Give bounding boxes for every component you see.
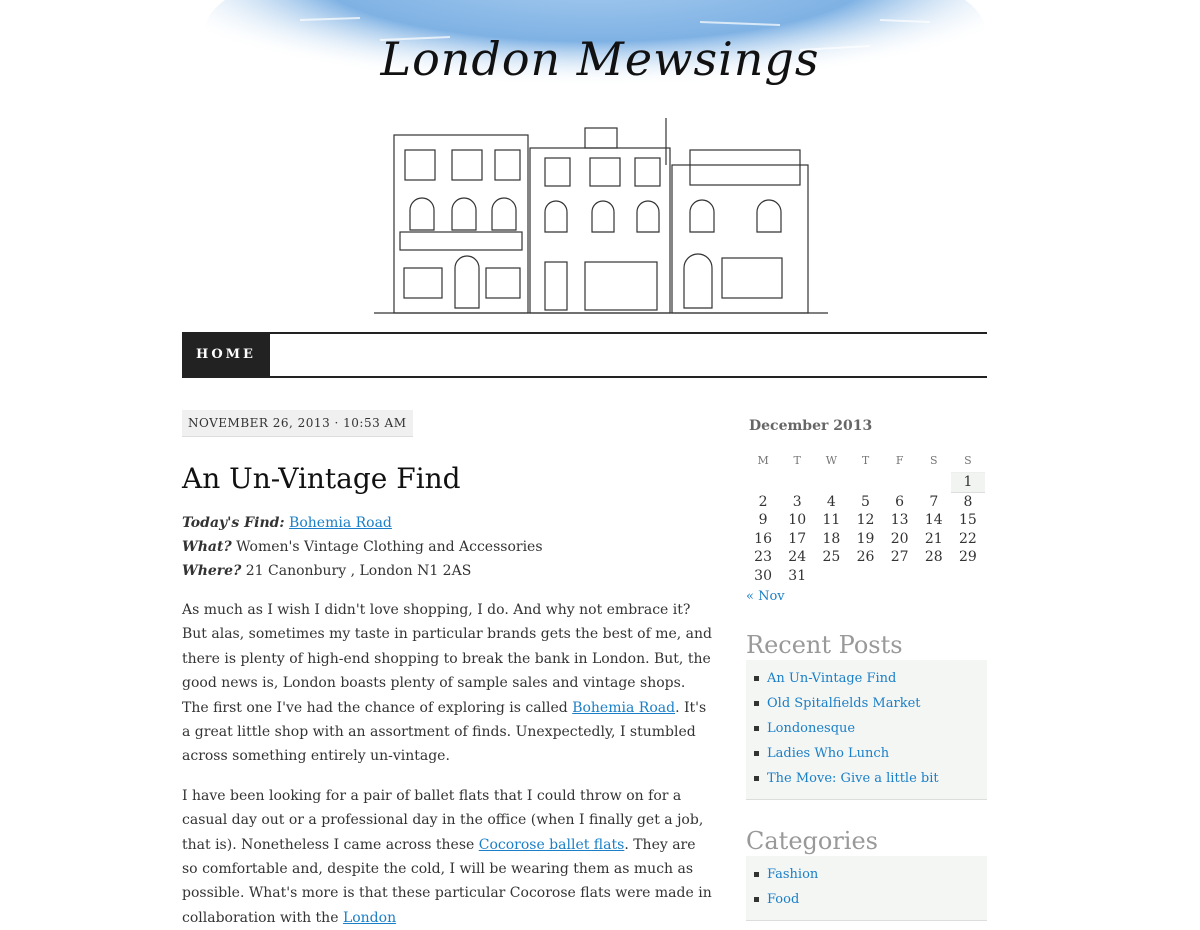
calendar-day: 2 xyxy=(758,493,768,510)
main-navigation xyxy=(182,332,987,378)
meta-where-label: Where? xyxy=(182,563,242,579)
calendar-empty-cell xyxy=(917,567,951,586)
calendar-day: 16 xyxy=(754,530,772,547)
calendar-day: 24 xyxy=(788,549,807,566)
calendar-day: 25 xyxy=(822,549,841,566)
calendar-week xyxy=(746,492,985,511)
p1-text-a: As much as I wish I didn't love shopping, I do. And why not embrace it? But alas, sometimes my taste in particular brands gets the best of me, and there is plenty of high-end shopping to break the bank in London. But, the good news is, London boasts plenty of sample sales and vintage shops. The first one I've had the chance of exploring is called xyxy=(182,602,712,716)
category-link[interactable]: Fashion xyxy=(752,862,987,887)
calendar-empty-cell xyxy=(848,567,882,586)
post-paragraph-2 xyxy=(182,784,712,930)
calendar-prev-link[interactable]: « Nov xyxy=(746,589,785,604)
calendar-day: 15 xyxy=(959,512,977,529)
recent-posts-list xyxy=(746,666,987,791)
calendar-week xyxy=(746,511,985,530)
calendar-day: 13 xyxy=(890,512,909,529)
calendar-day: 30 xyxy=(754,567,772,584)
recent-post-link[interactable]: Londonesque xyxy=(752,716,987,741)
calendar-day: 12 xyxy=(856,512,875,529)
calendar-day: 28 xyxy=(924,549,943,566)
calendar-days xyxy=(746,473,985,586)
recent-post-link[interactable]: The Move: Give a little bit xyxy=(752,766,987,791)
meta-find-label: Today's Find: xyxy=(182,515,285,531)
recent-post-link[interactable]: An Un-Vintage Find xyxy=(752,666,987,691)
calendar-day: 11 xyxy=(822,512,841,529)
recent-posts-widget xyxy=(746,660,987,800)
calendar-day: 9 xyxy=(758,512,768,529)
calendar-day: 19 xyxy=(856,530,875,547)
p1-text-b: . It's a great little shop with an assortment of finds. Unexpectedly, I stumbled across something entirely un-vintage. xyxy=(182,699,707,765)
site-header xyxy=(0,0,1200,325)
weekday-header: W xyxy=(825,453,837,467)
townhouses-drawing xyxy=(374,118,828,313)
calendar-day: 1 xyxy=(951,473,985,493)
weekday-header: M xyxy=(757,453,769,467)
calendar-empty-cell xyxy=(848,473,882,493)
cocorose-link[interactable]: Cocorose ballet flats xyxy=(478,836,625,853)
calendar-day: 10 xyxy=(788,512,807,529)
p2-text-b: . They are so comfortable and, despite the cold, I will be wearing them as much as possible. What's more is that these particular Cocorose flats were made in collaboration with the xyxy=(182,836,712,926)
weekday-header: S xyxy=(930,453,938,467)
calendar-empty-cell xyxy=(814,567,848,586)
calendar-empty-cell xyxy=(883,473,917,493)
calendar-day: 18 xyxy=(822,530,841,547)
calendar-table xyxy=(746,448,985,585)
meta-what xyxy=(182,535,712,559)
meta-what-value: Women's Vintage Clothing and Accessories xyxy=(236,539,543,555)
categories-widget xyxy=(746,856,987,921)
calendar-empty-cell xyxy=(746,473,780,493)
calendar-day: 26 xyxy=(856,549,875,566)
p2-text-a: I have been looking for a pair of ballet flats that I could throw on for a casual day out or a professional day in the office (when I finally get a job, that is). Nonetheless I came across these xyxy=(182,787,704,853)
calendar-day: 17 xyxy=(788,530,807,547)
bohemia-road-inline-link[interactable]: Bohemia Road xyxy=(572,699,676,716)
calendar-week xyxy=(746,473,985,493)
calendar-empty-cell xyxy=(883,567,917,586)
calendar-day: 21 xyxy=(924,530,943,547)
categories-list xyxy=(746,862,987,912)
calendar-empty-cell xyxy=(814,473,848,493)
bohemia-road-link[interactable]: Bohemia Road xyxy=(289,515,392,531)
calendar-day: 7 xyxy=(929,493,939,510)
calendar-day: 8 xyxy=(963,493,973,510)
category-link[interactable]: Food xyxy=(752,887,987,912)
recent-post-link[interactable]: Old Spitalfields Market xyxy=(752,691,987,716)
calendar-day: 5 xyxy=(861,493,870,510)
calendar-empty-cell xyxy=(780,473,814,493)
meta-what-label: What? xyxy=(182,539,232,555)
calendar-caption: December 2013 xyxy=(749,418,873,434)
post-content xyxy=(182,410,712,930)
calendar-day: 27 xyxy=(890,549,909,566)
post-date[interactable]: NOVEMBER 26, 2013 · 10:53 AM xyxy=(182,410,413,437)
calendar-day: 6 xyxy=(895,493,905,510)
calendar-day: 29 xyxy=(959,549,977,566)
categories-title: Categories xyxy=(746,827,878,855)
calendar-week xyxy=(746,530,985,549)
calendar-day: 23 xyxy=(754,549,772,566)
recent-posts-title: Recent Posts xyxy=(746,631,903,659)
calendar-week xyxy=(746,548,985,567)
weekday-header: S xyxy=(964,453,972,467)
post-paragraph-1 xyxy=(182,598,712,769)
london-link[interactable]: London xyxy=(342,909,397,926)
calendar-day: 31 xyxy=(788,567,807,584)
recent-post-link[interactable]: Ladies Who Lunch xyxy=(752,741,987,766)
weekday-header: F xyxy=(895,453,904,467)
calendar-empty-cell xyxy=(917,473,951,493)
meta-find xyxy=(182,511,712,535)
calendar-day: 22 xyxy=(959,530,977,547)
calendar-day: 14 xyxy=(924,512,943,529)
calendar-day: 20 xyxy=(890,530,909,547)
calendar-day: 3 xyxy=(792,493,802,510)
weekday-header: T xyxy=(861,453,870,467)
post-meta xyxy=(182,511,712,583)
post-title[interactable]: An Un-Vintage Find xyxy=(182,462,461,495)
site-title[interactable]: London Mewsings xyxy=(380,32,820,86)
sidebar xyxy=(746,418,987,921)
meta-where xyxy=(182,559,712,583)
weekday-header: T xyxy=(793,453,801,467)
calendar-empty-cell xyxy=(951,567,985,586)
calendar-day: 4 xyxy=(826,493,836,510)
nav-item-home[interactable]: HOME xyxy=(182,334,270,376)
meta-where-value: 21 Canonbury , London N1 2AS xyxy=(245,563,472,579)
calendar-weekdays xyxy=(746,448,985,473)
calendar-week xyxy=(746,567,985,586)
